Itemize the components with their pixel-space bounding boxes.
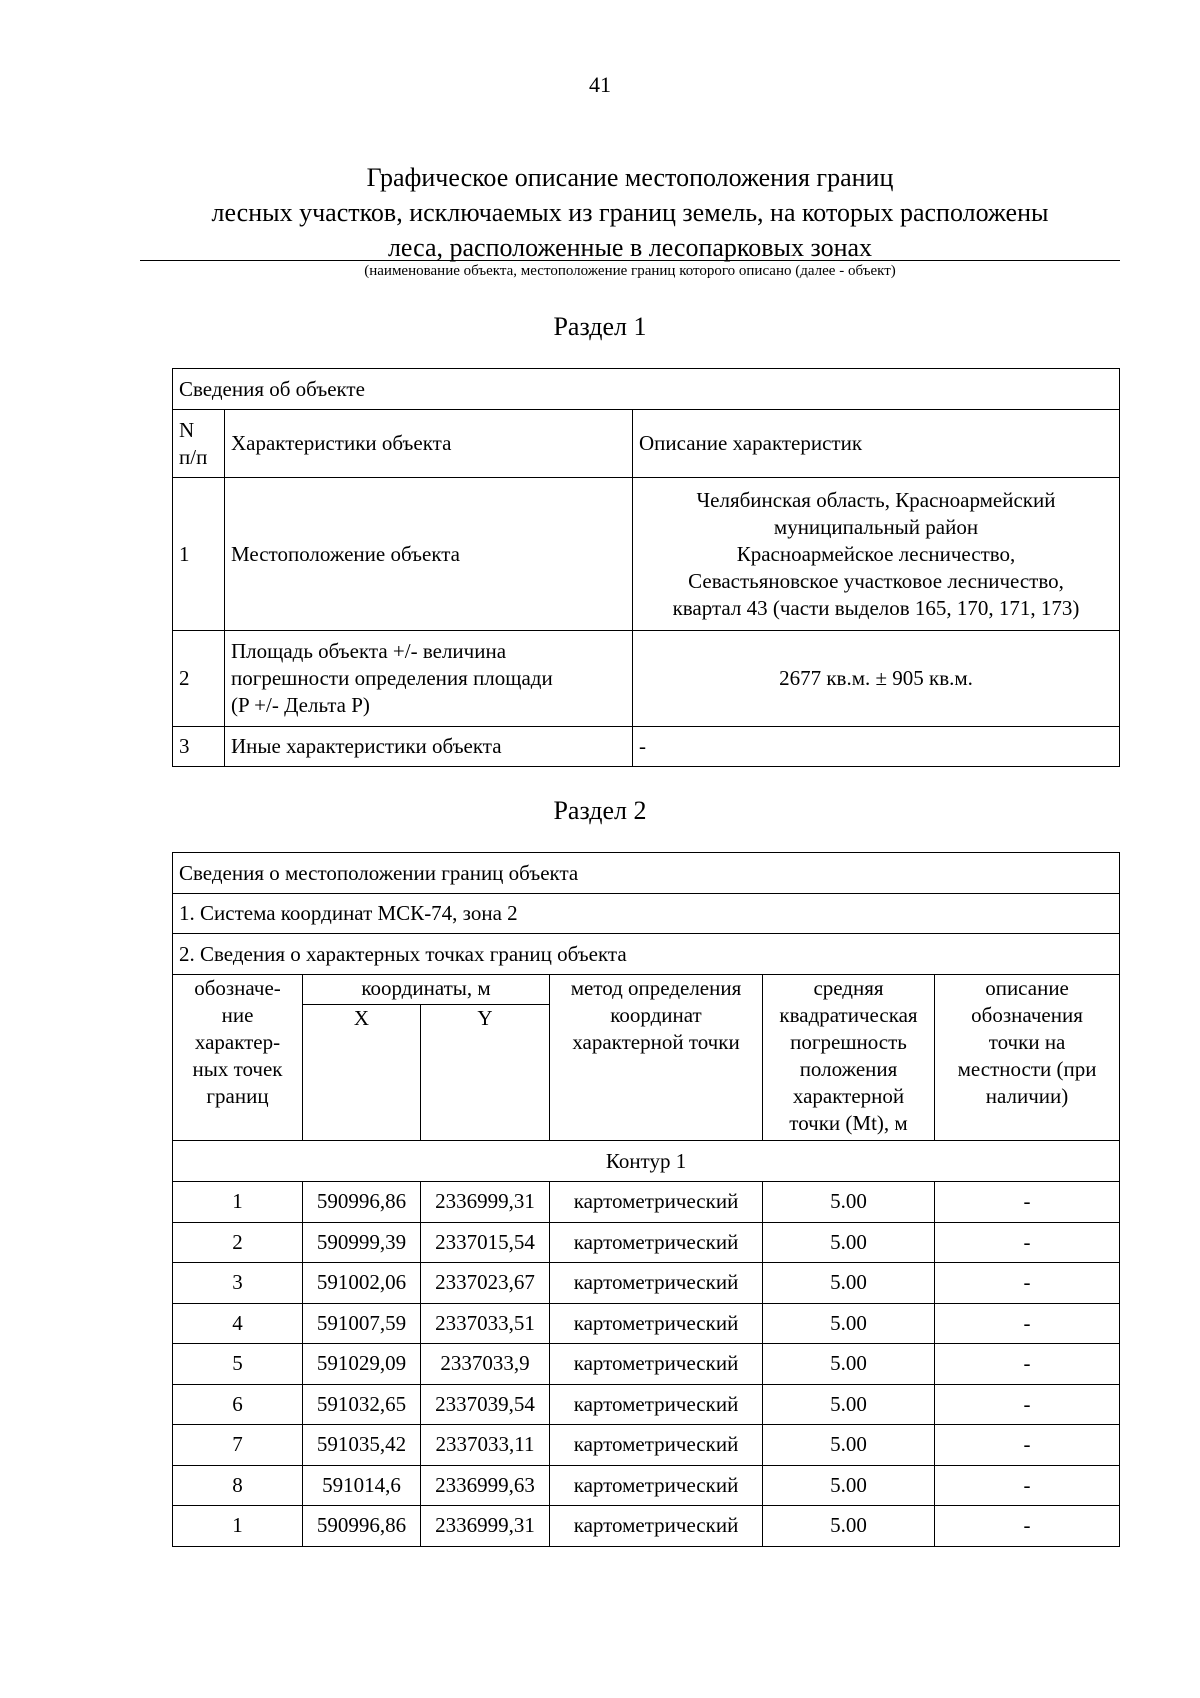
row-characteristic: Иные характеристики объекта bbox=[225, 727, 633, 767]
point-number: 2 bbox=[173, 1222, 303, 1263]
point-x: 591029,09 bbox=[303, 1344, 421, 1385]
point-number: 5 bbox=[173, 1344, 303, 1385]
point-number: 8 bbox=[173, 1465, 303, 1506]
point-y: 2337033,51 bbox=[421, 1303, 550, 1344]
title-caption: (наименование объекта, местоположение границ которого описано (далее - объект) bbox=[364, 263, 896, 279]
table-row bbox=[173, 631, 1120, 727]
table-title-row bbox=[173, 369, 1120, 410]
point-error: 5.00 bbox=[763, 1384, 935, 1425]
table-row bbox=[173, 1222, 1120, 1263]
point-x: 590999,39 bbox=[303, 1222, 421, 1263]
title-underline bbox=[140, 260, 1120, 261]
section-2-heading: Раздел 2 bbox=[553, 796, 647, 825]
table-row bbox=[173, 1344, 1120, 1385]
row-characteristic: Местоположение объекта bbox=[225, 478, 633, 631]
row-number: 1 bbox=[173, 478, 225, 631]
point-method: картометрический bbox=[550, 1425, 763, 1466]
points-body bbox=[173, 1182, 1120, 1547]
point-x: 590996,86 bbox=[303, 1506, 421, 1547]
table-row bbox=[173, 727, 1120, 767]
page-number: 41 bbox=[589, 72, 611, 97]
table-title-row bbox=[173, 853, 1120, 894]
point-method: картометрический bbox=[550, 1465, 763, 1506]
table-header-row bbox=[173, 975, 1120, 1005]
point-error: 5.00 bbox=[763, 1425, 935, 1466]
point-y: 2336999,31 bbox=[421, 1182, 550, 1223]
table-row bbox=[173, 1425, 1120, 1466]
header-designation: обозначе- ние характер- ных точек границ bbox=[173, 975, 303, 1141]
point-description: - bbox=[935, 1425, 1120, 1466]
point-number: 1 bbox=[173, 1506, 303, 1547]
point-method: картометрический bbox=[550, 1182, 763, 1223]
point-number: 1 bbox=[173, 1182, 303, 1223]
table-row bbox=[173, 1303, 1120, 1344]
point-x: 591002,06 bbox=[303, 1263, 421, 1304]
section-1-heading: Раздел 1 bbox=[553, 312, 647, 341]
point-description: - bbox=[935, 1384, 1120, 1425]
point-error: 5.00 bbox=[763, 1182, 935, 1223]
points-title-row bbox=[173, 934, 1120, 975]
row-description: 2677 кв.м. ± 905 кв.м. bbox=[633, 631, 1120, 727]
boundary-points-table bbox=[172, 852, 1120, 1547]
table-row bbox=[173, 1506, 1120, 1547]
header-coords: координаты, м bbox=[303, 975, 550, 1005]
boundary-info-title: Сведения о местоположении границ объекта bbox=[173, 853, 1120, 894]
point-description: - bbox=[935, 1222, 1120, 1263]
header-characteristic: Характеристики объекта bbox=[225, 410, 633, 478]
coordinate-system: 1. Система координат МСК-74, зона 2 bbox=[173, 894, 1120, 934]
object-info-table bbox=[172, 368, 1120, 767]
point-error: 5.00 bbox=[763, 1263, 935, 1304]
point-y: 2336999,63 bbox=[421, 1465, 550, 1506]
points-title: 2. Сведения о характерных точках границ объекта bbox=[173, 934, 1120, 975]
table-row bbox=[173, 1465, 1120, 1506]
point-x: 591007,59 bbox=[303, 1303, 421, 1344]
point-x: 591014,6 bbox=[303, 1465, 421, 1506]
table-header-row bbox=[173, 410, 1120, 478]
point-method: картометрический bbox=[550, 1263, 763, 1304]
header-method: метод определения координат характерной точки bbox=[550, 975, 763, 1141]
row-number: 3 bbox=[173, 727, 225, 767]
point-y: 2337033,9 bbox=[421, 1344, 550, 1385]
point-description: - bbox=[935, 1182, 1120, 1223]
table-row bbox=[173, 1263, 1120, 1304]
point-x: 591035,42 bbox=[303, 1425, 421, 1466]
point-description: - bbox=[935, 1465, 1120, 1506]
point-error: 5.00 bbox=[763, 1506, 935, 1547]
point-error: 5.00 bbox=[763, 1222, 935, 1263]
header-error: средняя квадратическая погрешность положения характерной точки (Mt), м bbox=[763, 975, 935, 1141]
point-y: 2336999,31 bbox=[421, 1506, 550, 1547]
point-y: 2337015,54 bbox=[421, 1222, 550, 1263]
coord-system-row bbox=[173, 894, 1120, 934]
header-y: Y bbox=[421, 1005, 550, 1141]
title-line-1: Графическое описание местоположения границ bbox=[366, 163, 894, 192]
point-y: 2337039,54 bbox=[421, 1384, 550, 1425]
object-info-title: Сведения об объекте bbox=[173, 369, 1120, 410]
table-row bbox=[173, 1384, 1120, 1425]
header-x: X bbox=[303, 1005, 421, 1141]
title-line-3: леса, расположенные в лесопарковых зонах bbox=[387, 233, 873, 262]
header-number: N п/п bbox=[173, 410, 225, 478]
point-x: 590996,86 bbox=[303, 1182, 421, 1223]
row-number: 2 bbox=[173, 631, 225, 727]
point-method: картометрический bbox=[550, 1303, 763, 1344]
point-method: картометрический bbox=[550, 1222, 763, 1263]
title-line-2: лесных участков, исключаемых из границ земель, на которых расположены bbox=[211, 198, 1049, 227]
point-number: 4 bbox=[173, 1303, 303, 1344]
point-method: картометрический bbox=[550, 1384, 763, 1425]
point-x: 591032,65 bbox=[303, 1384, 421, 1425]
point-y: 2337033,11 bbox=[421, 1425, 550, 1466]
point-method: картометрический bbox=[550, 1506, 763, 1547]
point-description: - bbox=[935, 1263, 1120, 1304]
point-y: 2337023,67 bbox=[421, 1263, 550, 1304]
point-description: - bbox=[935, 1303, 1120, 1344]
header-point-description: описание обозначения точки на местности (при наличии) bbox=[935, 975, 1120, 1141]
row-characteristic: Площадь объекта +/- величина погрешности определения площади (P +/- Дельта P) bbox=[225, 631, 633, 727]
contour-label: Контур 1 bbox=[173, 1141, 1120, 1182]
row-description: Челябинская область, Красноармейский муниципальный район Красноармейское лесничество, Севастьяновское участковое лесничество, квартал 43 (части выделов 165, 170, 171, 173) bbox=[633, 478, 1120, 631]
point-description: - bbox=[935, 1344, 1120, 1385]
header-description: Описание характеристик bbox=[633, 410, 1120, 478]
point-error: 5.00 bbox=[763, 1344, 935, 1385]
point-error: 5.00 bbox=[763, 1465, 935, 1506]
document-title bbox=[140, 160, 1120, 265]
point-number: 3 bbox=[173, 1263, 303, 1304]
point-description: - bbox=[935, 1506, 1120, 1547]
point-number: 7 bbox=[173, 1425, 303, 1466]
table-row bbox=[173, 1182, 1120, 1223]
row-description: - bbox=[633, 727, 1120, 767]
point-number: 6 bbox=[173, 1384, 303, 1425]
point-method: картометрический bbox=[550, 1344, 763, 1385]
table-row bbox=[173, 478, 1120, 631]
point-error: 5.00 bbox=[763, 1303, 935, 1344]
contour-row bbox=[173, 1141, 1120, 1182]
